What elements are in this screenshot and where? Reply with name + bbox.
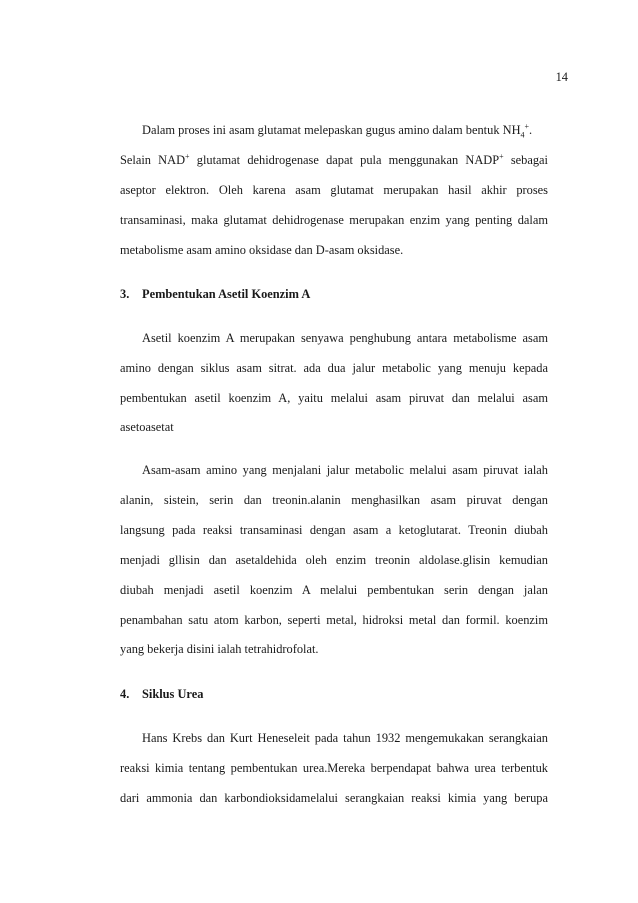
text-line: Hans Krebs dan Kurt Heneseleit pada tahun 1932 mengemukakan serangkaian bbox=[142, 731, 548, 745]
text-line: menjadi gllisin dan asetaldehida oleh enzim treonin aldolase.glisin kemudian bbox=[120, 553, 548, 567]
heading-number: 3. bbox=[120, 287, 130, 301]
text-line: reaksi kimia tentang pembentukan urea.Mereka berpendapat bahwa urea terbentuk bbox=[120, 761, 548, 775]
text-line: dari ammonia dan karbondioksidamelalui serangkaian reaksi kimia yang berupa bbox=[120, 791, 548, 805]
text-line: aseptor elektron. Oleh karena asam glutamat merupakan hasil akhir proses bbox=[120, 183, 548, 197]
text-line: Dalam proses ini asam glutamat melepaskan gugus amino dalam bentuk $NH_4^+$. bbox=[142, 122, 533, 138]
text-line: alanin, sistein, serin dan treonin.alanin menghasilkan asam piruvat dengan bbox=[120, 493, 548, 507]
text-line: metabolisme asam amino oksidase dan D-asam oksidase. bbox=[120, 243, 404, 257]
section-heading-3 bbox=[120, 286, 310, 302]
text-line: amino dengan siklus asam sitrat. ada dua jalur metabolic yang menuju kepada bbox=[120, 361, 548, 375]
heading-number: 4. bbox=[120, 687, 130, 701]
text-line: Asetil koenzim A merupakan senyawa penghubung antara metabolisme asam bbox=[142, 331, 548, 345]
text-line: asetoasetat bbox=[120, 420, 174, 434]
section-heading-4 bbox=[120, 686, 203, 702]
text-line: Asam-asam amino yang menjalani jalur metabolic melalui asam piruvat ialah bbox=[142, 463, 548, 477]
text-line: penambahan satu atom karbon, seperti metal, hidroksi metal dan formil. koenzim bbox=[120, 613, 548, 627]
text-line: langsung pada reaksi transaminasi dengan asam a ketoglutarat. Treonin diubah bbox=[120, 523, 548, 537]
heading-title: Siklus Urea bbox=[142, 687, 204, 701]
text-line: pembentukan asetil koenzim A, yaitu melalui asam piruvat dan melalui asam bbox=[120, 391, 548, 405]
page-number: 14 bbox=[555, 70, 568, 84]
heading-title: Pembentukan Asetil Koenzim A bbox=[142, 287, 311, 301]
text-line: yang bekerja disini ialah tetrahidrofolat. bbox=[120, 642, 319, 656]
text-line: Selain NAD+ glutamat dehidrogenase dapat pula menggunakan NADP+ sebagai bbox=[120, 152, 548, 167]
text-line: transaminasi, maka glutamat dehidrogenase merupakan enzim yang penting dalam bbox=[120, 213, 548, 227]
text-line: diubah menjadi asetil koenzim A melalui pembentukan serin dengan jalan bbox=[120, 583, 548, 597]
